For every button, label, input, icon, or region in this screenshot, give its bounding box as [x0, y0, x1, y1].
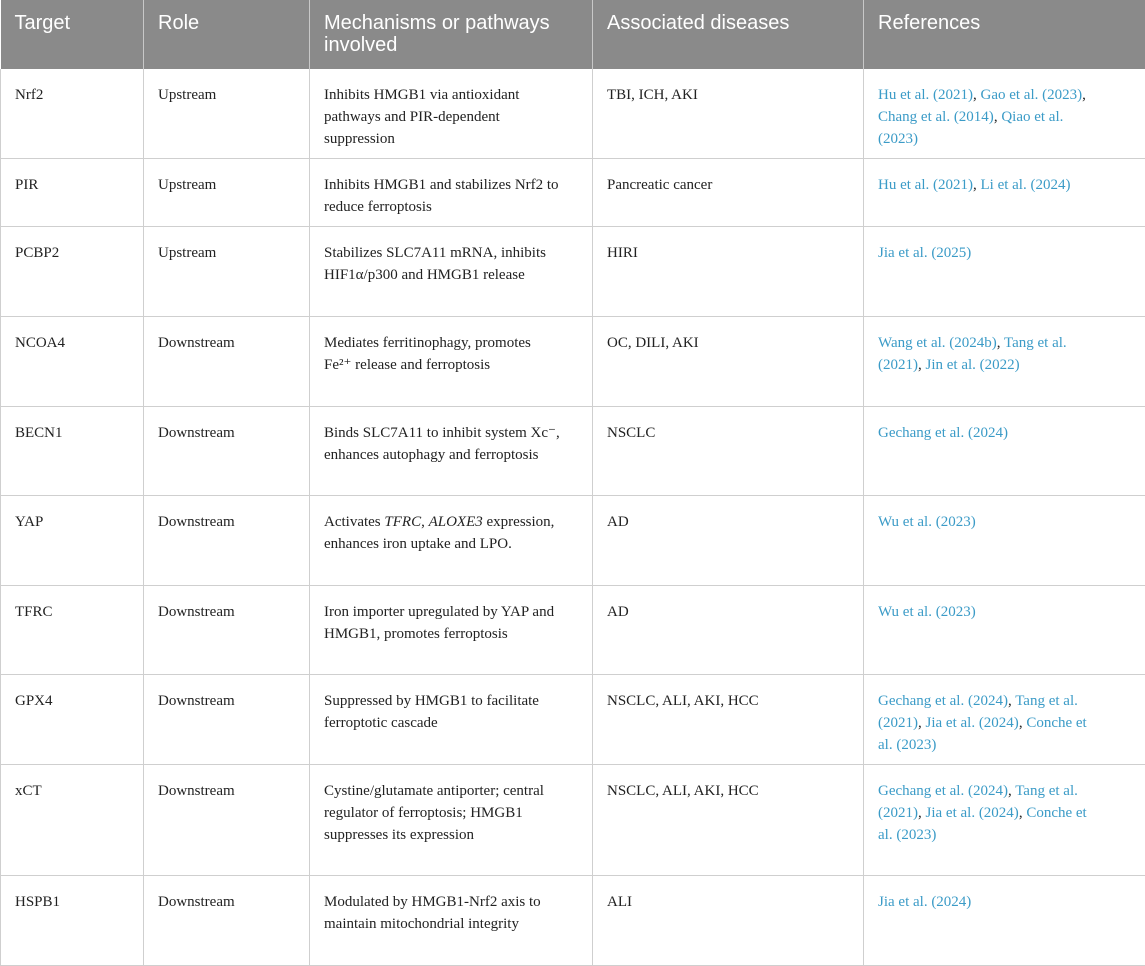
table-row	[1, 764, 1145, 875]
table-row	[1, 158, 1145, 226]
reference-link[interactable]: Gechang et al. (2024)	[878, 425, 1008, 441]
reference-link[interactable]: Tang et al. (2021)	[878, 335, 1067, 373]
cell-target: TFRC	[1, 585, 144, 674]
cell-references: Gechang et al. (2024), Tang et al. (2021), Jia et al. (2024), Conche et al. (2023)	[864, 764, 1145, 875]
cell-diseases: NSCLC, ALI, AKI, HCC	[593, 764, 864, 875]
reference-link[interactable]: Wu et al. (2023)	[878, 604, 976, 620]
cell-role: Upstream	[144, 69, 310, 158]
cell-references	[864, 875, 1145, 965]
cell-target: HSPB1	[1, 875, 144, 965]
cell-role: Downstream	[144, 875, 310, 965]
cell-target: PIR	[1, 158, 144, 226]
cell-mechanism: Mediates ferritinophagy, promotes Fe²⁺ release and ferroptosis	[310, 316, 593, 406]
reference-link[interactable]: Gao et al. (2023)	[980, 87, 1082, 103]
cell-target: xCT	[1, 764, 144, 875]
reference-link[interactable]: Tang et al. (2021)	[878, 693, 1078, 731]
cell-mechanism: Modulated by HMGB1-Nrf2 axis to maintain mitochondrial integrity	[310, 875, 593, 965]
cell-mechanism: Activates TFRC, ALOXE3 expression, enhances iron uptake and LPO.	[310, 495, 593, 585]
reference-link[interactable]: Chang et al. (2014)	[878, 109, 994, 125]
cell-mechanism: Inhibits HMGB1 and stabilizes Nrf2 to reduce ferroptosis	[310, 158, 593, 226]
table-row	[1, 69, 1145, 158]
cell-role: Downstream	[144, 585, 310, 674]
cell-references: Wang et al. (2024b), Tang et al. (2021), Jin et al. (2022)	[864, 316, 1145, 406]
cell-role: Downstream	[144, 674, 310, 764]
cell-diseases: NSCLC	[593, 406, 864, 495]
reference-link[interactable]: Gechang et al. (2024)	[878, 783, 1008, 799]
table-row	[1, 226, 1145, 316]
cell-diseases: AD	[593, 585, 864, 674]
cell-diseases: TBI, ICH, AKI	[593, 69, 864, 158]
header-mechanisms: Mechanisms or pathways involved	[310, 0, 593, 69]
reference-link[interactable]: Wu et al. (2023)	[878, 514, 976, 530]
cell-diseases: Pancreatic cancer	[593, 158, 864, 226]
cell-mechanism: Iron importer upregulated by YAP and HMGB1, promotes ferroptosis	[310, 585, 593, 674]
cell-role: Upstream	[144, 226, 310, 316]
cell-references: Hu et al. (2021), Li et al. (2024)	[864, 158, 1145, 226]
cell-mechanism: Binds SLC7A11 to inhibit system Xc⁻, enhances autophagy and ferroptosis	[310, 406, 593, 495]
header-diseases: Associated diseases	[593, 0, 864, 69]
reference-link[interactable]: Qiao et al. (2023)	[878, 109, 1063, 147]
table-row	[1, 674, 1145, 764]
table-row	[1, 406, 1145, 495]
cell-references	[864, 495, 1145, 585]
cell-references	[864, 406, 1145, 495]
cell-diseases: OC, DILI, AKI	[593, 316, 864, 406]
cell-target: NCOA4	[1, 316, 144, 406]
table-row	[1, 875, 1145, 965]
cell-target: GPX4	[1, 674, 144, 764]
cell-role: Downstream	[144, 495, 310, 585]
reference-link[interactable]: Li et al. (2024)	[980, 177, 1070, 193]
reference-link[interactable]: Hu et al. (2021)	[878, 87, 973, 103]
cell-role: Downstream	[144, 764, 310, 875]
reference-link[interactable]: Tang et al. (2021)	[878, 783, 1078, 821]
reference-link[interactable]: Jia et al. (2025)	[878, 245, 971, 261]
table-body	[1, 69, 1145, 965]
cell-mechanism: Inhibits HMGB1 via antioxidant pathways and PIR-dependent suppression	[310, 69, 593, 158]
cell-role: Downstream	[144, 406, 310, 495]
cell-role: Upstream	[144, 158, 310, 226]
reference-link[interactable]: Hu et al. (2021)	[878, 177, 973, 193]
table-row	[1, 495, 1145, 585]
reference-link[interactable]: Wang et al. (2024b)	[878, 335, 997, 351]
cell-diseases: HIRI	[593, 226, 864, 316]
header-role: Role	[144, 0, 310, 69]
header-references: References	[864, 0, 1145, 69]
cell-target: BECN1	[1, 406, 144, 495]
cell-references: Hu et al. (2021), Gao et al. (2023), Chang et al. (2014), Qiao et al. (2023)	[864, 69, 1145, 158]
reference-link[interactable]: Jia et al. (2024)	[926, 805, 1019, 821]
table-row	[1, 316, 1145, 406]
cell-references	[864, 226, 1145, 316]
table-row	[1, 585, 1145, 674]
reference-link[interactable]: Conche et al. (2023)	[878, 805, 1087, 843]
reference-link[interactable]: Jia et al. (2024)	[878, 894, 971, 910]
cell-mechanism: Suppressed by HMGB1 to facilitate ferroptotic cascade	[310, 674, 593, 764]
reference-link[interactable]: Gechang et al. (2024)	[878, 693, 1008, 709]
cell-target: Nrf2	[1, 69, 144, 158]
header-target: Target	[1, 0, 144, 69]
cell-role: Downstream	[144, 316, 310, 406]
cell-diseases: ALI	[593, 875, 864, 965]
cell-diseases: NSCLC, ALI, AKI, HCC	[593, 674, 864, 764]
cell-references: Gechang et al. (2024), Tang et al. (2021), Jia et al. (2024), Conche et al. (2023)	[864, 674, 1145, 764]
reference-link[interactable]: Jia et al. (2024)	[926, 715, 1019, 731]
cell-mechanism: Stabilizes SLC7A11 mRNA, inhibits HIF1α/p300 and HMGB1 release	[310, 226, 593, 316]
cell-diseases: AD	[593, 495, 864, 585]
reference-link[interactable]: Jin et al. (2022)	[926, 357, 1020, 373]
cell-target: YAP	[1, 495, 144, 585]
header-row	[1, 0, 1145, 69]
cell-references	[864, 585, 1145, 674]
reference-link[interactable]: Conche et al. (2023)	[878, 715, 1087, 753]
cell-mechanism: Cystine/glutamate antiporter; central regulator of ferroptosis; HMGB1 suppresses its expression	[310, 764, 593, 875]
cell-target: PCBP2	[1, 226, 144, 316]
